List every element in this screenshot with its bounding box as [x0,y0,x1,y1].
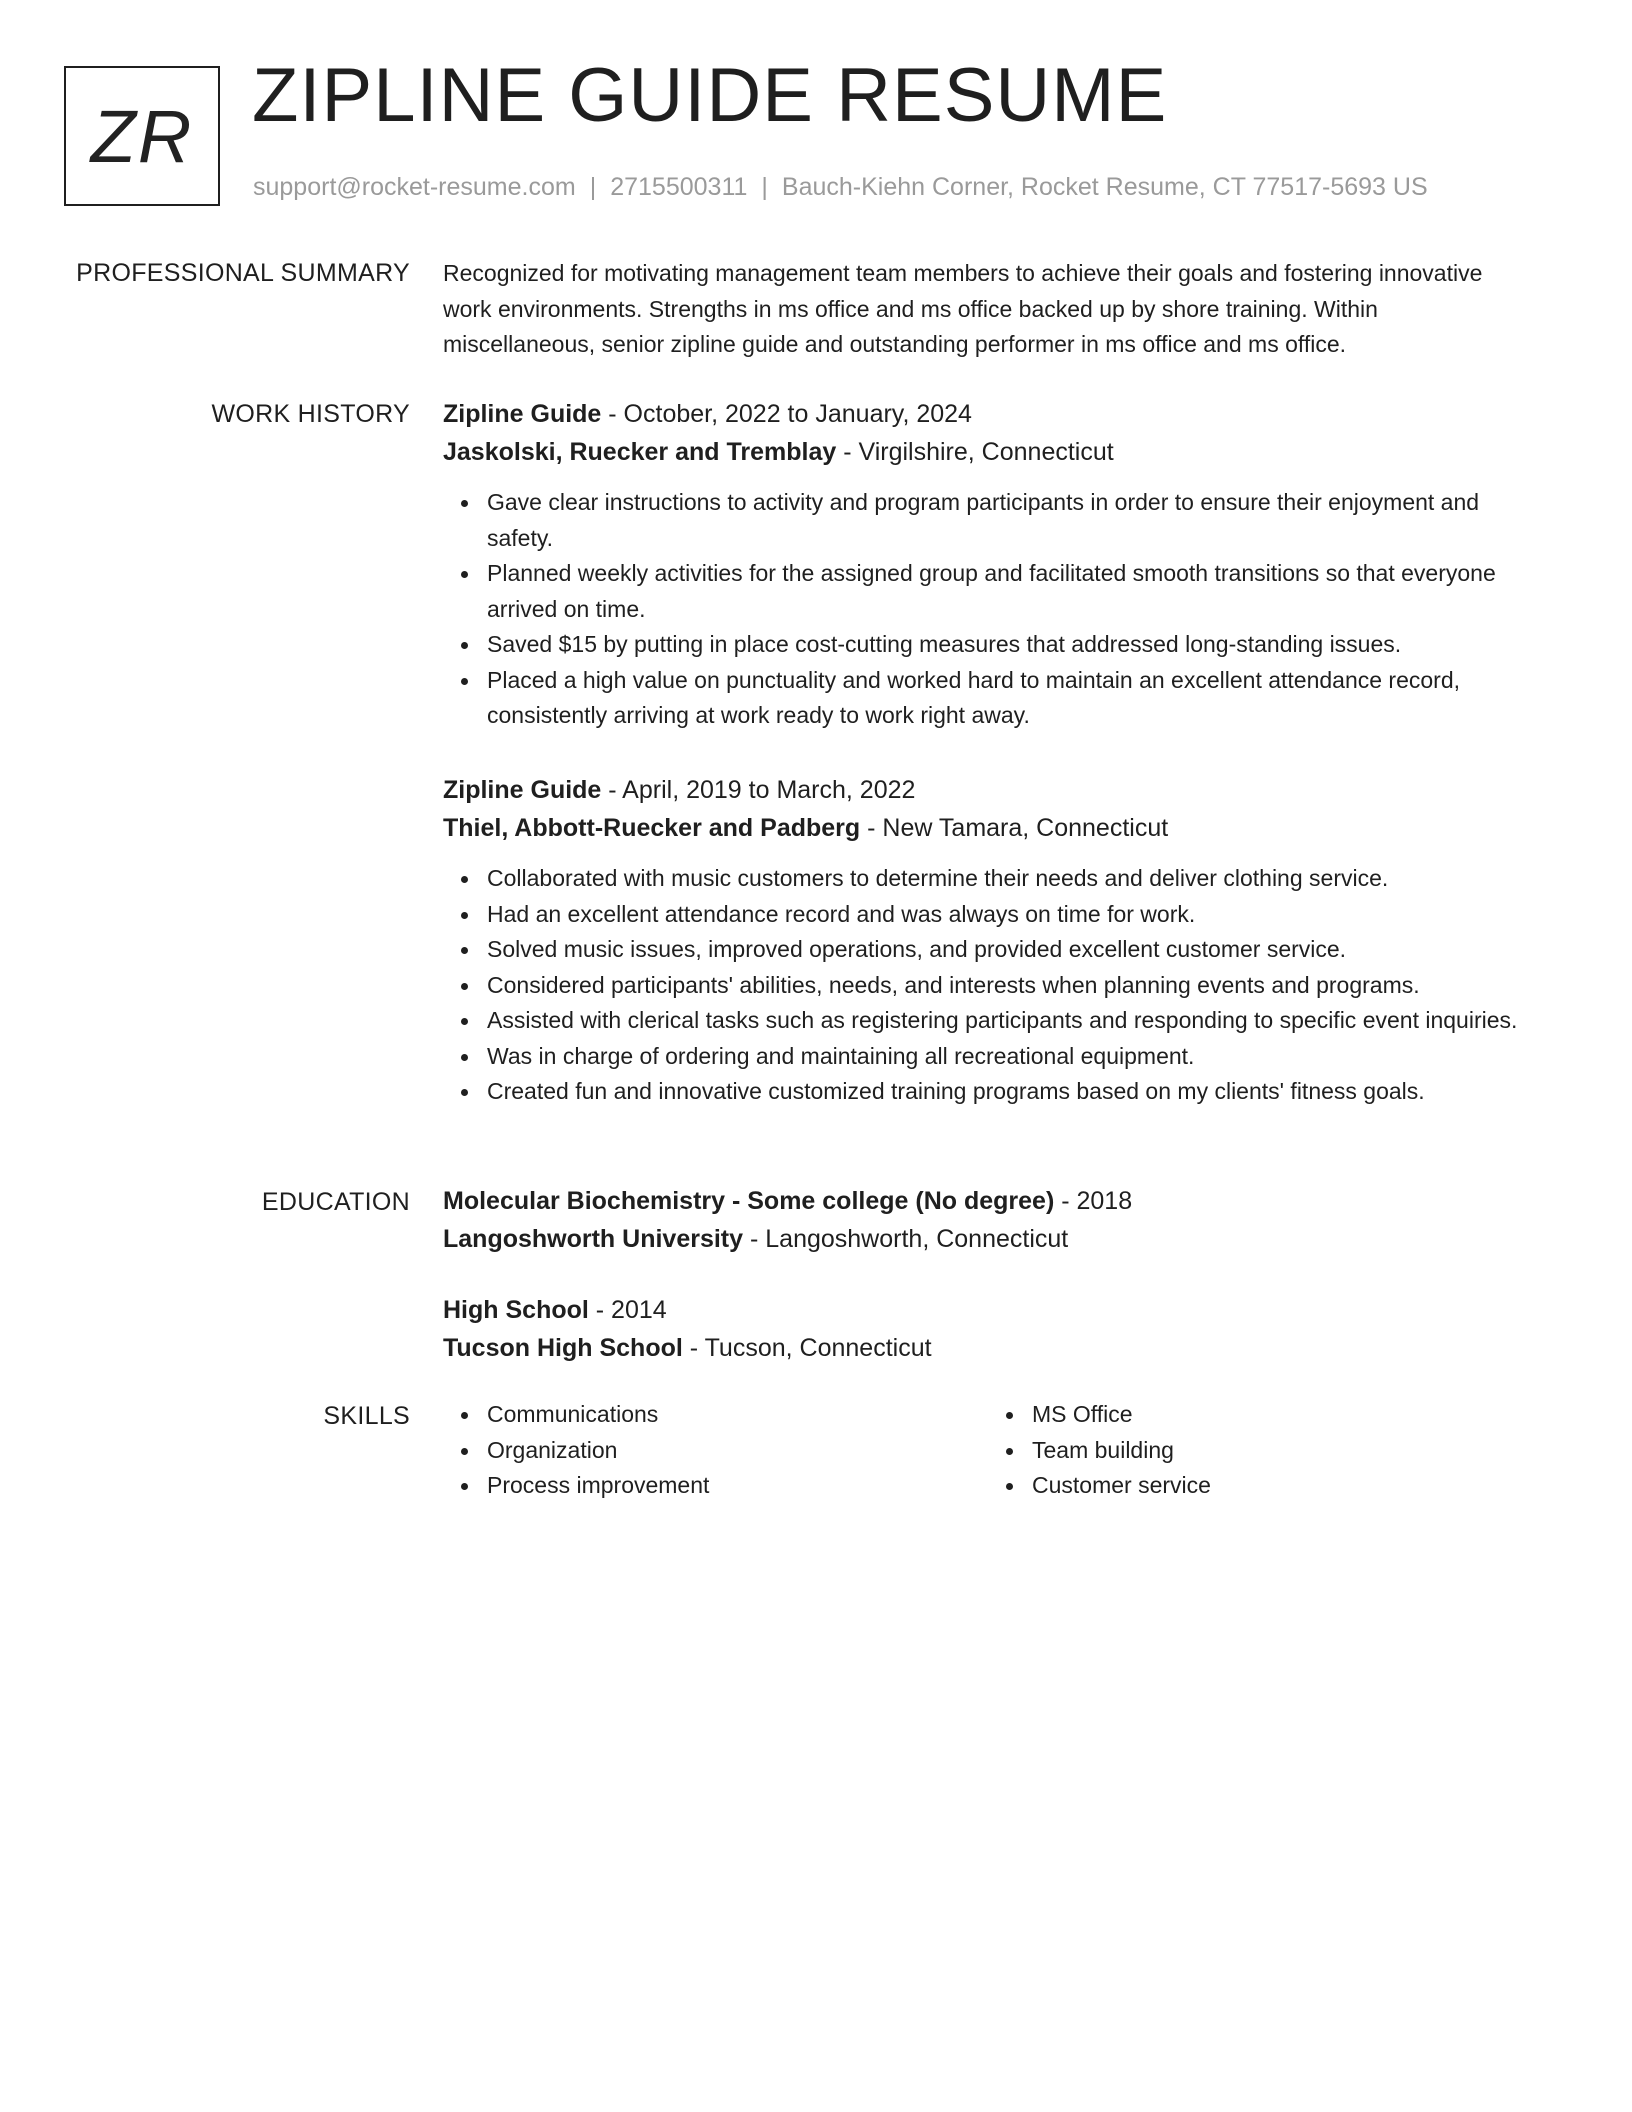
list-item: Assisted with clerical tasks such as registering participants and responding to specific event inquiries. [487,1003,1533,1039]
contact-address: Bauch-Kiehn Corner, Rocket Resume, CT 77517-5693 US [781,173,1428,201]
job-company-line [443,433,1533,471]
list-item: Placed a high value on punctuality and worked hard to maintain an excellent attendance record, consistently arriving at work ready to work right away. [487,663,1533,734]
skill-item: Customer service [1032,1468,1508,1504]
skill-item: Organization [487,1433,963,1469]
education-location: - Tucson, Connecticut [682,1334,932,1362]
skill-item: Communications [487,1397,963,1433]
job-entry [443,395,1533,734]
job-location: - New Tamara, Connecticut [860,814,1169,842]
job-bullets [443,861,1533,1110]
job-location: - Virgilshire, Connecticut [836,438,1114,466]
contact-line [253,175,1428,200]
list-item: Saved $15 by putting in place cost-cutting measures that addressed long-standing issues. [487,627,1533,663]
monogram-box [64,66,220,206]
list-item: Collaborated with music customers to determine their needs and deliver clothing service. [487,861,1533,897]
job-company-line [443,809,1533,847]
education-year: - 2014 [588,1296,667,1324]
education-school: Langoshworth University [443,1225,744,1253]
list-item: Was in charge of ordering and maintaining all recreational equipment. [487,1039,1533,1075]
education-degree-line [443,1291,1533,1329]
education-entry [443,1291,1533,1367]
skill-item: Team building [1032,1433,1508,1469]
education-degree-line [443,1182,1533,1220]
section-label-skills: SKILLS [323,1402,410,1430]
section-label-work-history: WORK HISTORY [211,400,410,428]
education-school-line [443,1329,1533,1367]
job-company: Jaskolski, Ruecker and Tremblay [443,438,837,466]
monogram-initials: ZR [90,95,194,178]
education-degree: Molecular Biochemistry - Some college (No degree) [443,1187,1055,1215]
section-label-education: EDUCATION [261,1188,410,1216]
resume-title: ZIPLINE GUIDE RESUME [252,53,1168,138]
list-item: Created fun and innovative customized training programs based on my clients' fitness goals. [487,1074,1533,1110]
job-title: Zipline Guide [443,400,602,428]
contact-email: support@rocket-resume.com [253,173,576,201]
education-year: - 2018 [1054,1187,1133,1215]
skills-column-right [988,1397,1508,1504]
skills-column-left [443,1397,963,1504]
education-school-line [443,1220,1533,1258]
job-title-line [443,771,1533,809]
list-item: Planned weekly activities for the assigned group and facilitated smooth transitions so that everyone arrived on time. [487,556,1533,627]
education-school: Tucson High School [443,1334,683,1362]
job-title: Zipline Guide [443,776,602,804]
education-location: - Langoshworth, Connecticut [743,1225,1069,1253]
list-item: Gave clear instructions to activity and program participants in order to ensure their enjoyment and safety. [487,485,1533,556]
skill-item: Process improvement [487,1468,963,1504]
job-bullets [443,485,1533,734]
skills-list [988,1397,1508,1504]
job-dates: - April, 2019 to March, 2022 [601,776,916,804]
contact-separator: | [589,173,597,201]
skills-list [443,1397,963,1504]
education-degree: High School [443,1296,589,1324]
contact-separator: | [761,173,768,201]
list-item: Had an excellent attendance record and was always on time for work. [487,897,1533,933]
list-item: Considered participants' abilities, needs, and interests when planning events and programs. [487,968,1533,1004]
summary-text: Recognized for motivating management team members to achieve their goals and fostering innovative work environments. Strengths in ms office and ms office backed up by shore training. Within miscellaneous, senior zipline guide and outstanding performer in ms office and ms office. [443,260,1483,357]
skill-item: MS Office [1032,1397,1508,1433]
section-label-summary: PROFESSIONAL SUMMARY [76,259,410,287]
job-company: Thiel, Abbott-Ruecker and Padberg [443,814,861,842]
job-dates: - October, 2022 to January, 2024 [601,400,972,428]
job-title-line [443,395,1533,433]
education-entry [443,1182,1533,1258]
job-entry [443,771,1533,1110]
contact-phone: 2715500311 [610,173,748,201]
list-item: Solved music issues, improved operations, and provided excellent customer service. [487,932,1533,968]
